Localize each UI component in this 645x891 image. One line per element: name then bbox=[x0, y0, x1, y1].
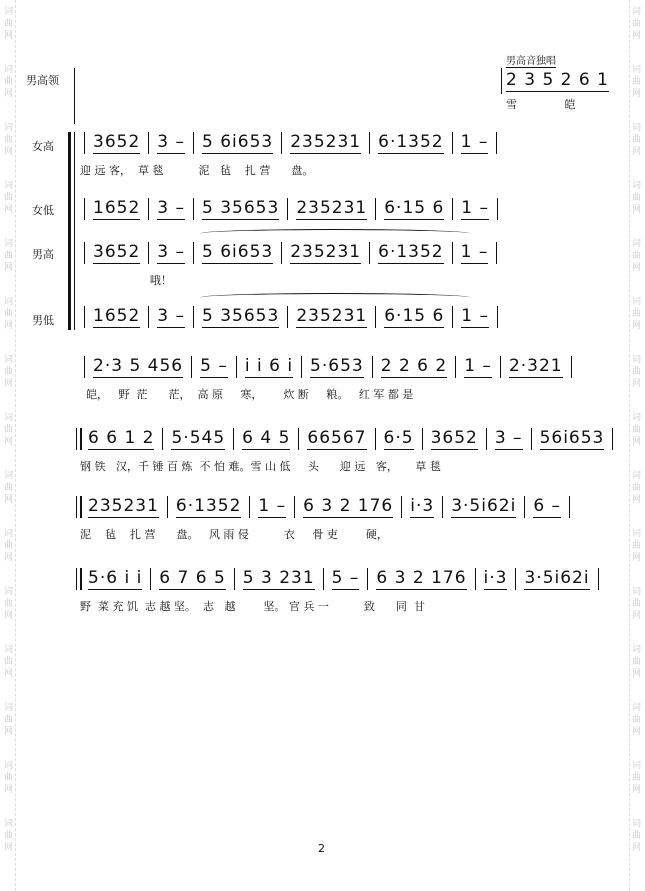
barline bbox=[598, 568, 599, 590]
watermark-char: 网 bbox=[3, 843, 13, 853]
measure: 1 – bbox=[461, 198, 490, 218]
watermark-char: 曲 bbox=[631, 135, 641, 145]
solo-label: 男高音独唱 bbox=[506, 52, 556, 68]
barline bbox=[148, 242, 149, 264]
watermark-char: 网 bbox=[3, 785, 13, 795]
barline bbox=[167, 496, 168, 518]
watermark-char: 词 bbox=[631, 703, 641, 713]
barline bbox=[84, 242, 85, 264]
measure: 3 – bbox=[157, 198, 185, 218]
voice-label-bass: 男低 bbox=[32, 314, 54, 327]
barline bbox=[442, 496, 443, 518]
watermark-char: 曲 bbox=[631, 715, 641, 725]
barline bbox=[452, 242, 453, 264]
watermark-char: 词 bbox=[3, 645, 13, 655]
watermark-char: 词 bbox=[631, 7, 641, 17]
watermark-char: 词 bbox=[3, 123, 13, 133]
watermark-char: 网 bbox=[631, 611, 641, 621]
watermark-char: 网 bbox=[631, 495, 641, 505]
watermark-char: 词 bbox=[3, 181, 13, 191]
tie-bass bbox=[200, 293, 470, 302]
barline bbox=[148, 132, 149, 154]
watermark-char: 曲 bbox=[3, 425, 13, 435]
watermark-group bbox=[632, 354, 641, 390]
watermark-char: 词 bbox=[631, 413, 641, 423]
watermark-char: 词 bbox=[631, 181, 641, 191]
voice-row-alto bbox=[76, 198, 506, 220]
watermark-group bbox=[632, 470, 641, 506]
watermark-char: 网 bbox=[3, 147, 13, 157]
part-lead-label: 男高领 bbox=[26, 74, 59, 87]
solo-notes: 2 3 5 2 6 1 bbox=[506, 70, 609, 90]
watermark-char: 曲 bbox=[631, 251, 641, 261]
measure: 5 – bbox=[331, 568, 360, 588]
measure: 6 7 6 5 bbox=[159, 568, 226, 588]
watermark-char: 网 bbox=[631, 727, 641, 737]
barline bbox=[515, 568, 516, 590]
watermark-char: 曲 bbox=[3, 715, 13, 725]
watermark-char: 曲 bbox=[631, 599, 641, 609]
measure: 3·5i62i bbox=[451, 496, 517, 516]
watermark-char: 网 bbox=[631, 843, 641, 853]
barline bbox=[191, 356, 192, 378]
watermark-group bbox=[4, 354, 13, 390]
watermark-char: 曲 bbox=[631, 425, 641, 435]
watermark-char: 词 bbox=[3, 355, 13, 365]
barline bbox=[372, 356, 373, 378]
watermark-char: 词 bbox=[3, 703, 13, 713]
measure: 1 – bbox=[464, 356, 492, 376]
watermark-char: 曲 bbox=[631, 773, 641, 783]
watermark-char: 网 bbox=[3, 89, 13, 99]
system-lyric-2: 钢 铁 汉，千 锤 百 炼 不 怕 难。雪 山 低 头 迎 远 客， 草 毯 bbox=[80, 460, 441, 473]
watermark-char: 网 bbox=[3, 611, 13, 621]
watermark-char: 网 bbox=[631, 31, 641, 41]
watermark-char: 词 bbox=[631, 471, 641, 481]
watermark-group bbox=[632, 702, 641, 738]
watermark-group bbox=[4, 6, 13, 42]
watermark-char: 曲 bbox=[3, 309, 13, 319]
barline bbox=[369, 132, 370, 154]
measure: 3 – bbox=[157, 306, 185, 326]
tie-tenor bbox=[200, 229, 470, 238]
watermark-char: 网 bbox=[631, 553, 641, 563]
voice-label-tenor: 男高 bbox=[32, 248, 54, 261]
barline bbox=[193, 242, 194, 264]
watermark-char: 曲 bbox=[3, 773, 13, 783]
barline bbox=[84, 132, 85, 154]
watermark-char: 词 bbox=[3, 761, 13, 771]
watermark-char: 曲 bbox=[3, 77, 13, 87]
watermark-char: 网 bbox=[3, 321, 13, 331]
voice-lyric-soprano: 迎 远 客， 草 毯 泥 毡 扎 营 盘。 bbox=[80, 164, 314, 177]
barline bbox=[281, 132, 282, 154]
measure: 6 3 2 176 bbox=[376, 568, 467, 588]
barline bbox=[76, 568, 82, 590]
measure: 3·5i62i bbox=[524, 568, 590, 588]
watermark-group bbox=[4, 296, 13, 332]
measure: 235231 bbox=[290, 132, 362, 152]
watermark-group bbox=[632, 238, 641, 274]
barline bbox=[234, 568, 235, 590]
barline bbox=[298, 428, 299, 450]
system-row-3 bbox=[76, 496, 578, 518]
watermark-char: 词 bbox=[3, 297, 13, 307]
watermark-group bbox=[632, 180, 641, 216]
watermark-char: 网 bbox=[3, 263, 13, 273]
system-row-1 bbox=[76, 356, 580, 378]
measure: i·3 bbox=[483, 568, 508, 588]
measure: 1 – bbox=[258, 496, 287, 516]
watermark-group bbox=[4, 760, 13, 796]
watermark-char: 曲 bbox=[3, 251, 13, 261]
barline bbox=[422, 428, 423, 450]
barline bbox=[524, 496, 525, 518]
choir-brace bbox=[68, 132, 71, 330]
barline bbox=[193, 306, 194, 328]
barline bbox=[294, 496, 295, 518]
watermark-group bbox=[632, 818, 641, 854]
barline bbox=[452, 198, 453, 220]
watermark-char: 词 bbox=[631, 645, 641, 655]
barline bbox=[367, 568, 368, 590]
barline bbox=[531, 428, 532, 450]
watermark-char: 网 bbox=[631, 147, 641, 157]
watermark-char: 网 bbox=[631, 321, 641, 331]
measure: 6 – bbox=[533, 496, 562, 516]
measure: 235231 bbox=[296, 306, 368, 326]
measure: 66567 bbox=[307, 428, 367, 448]
system-row-4 bbox=[76, 568, 607, 590]
barline bbox=[281, 242, 282, 264]
measure: 5 – bbox=[200, 356, 228, 376]
measure: 5 3 231 bbox=[242, 568, 315, 588]
watermark-char: 曲 bbox=[631, 367, 641, 377]
measure: 5 35653 bbox=[202, 306, 280, 326]
watermark-char: 曲 bbox=[631, 541, 641, 551]
watermark-group bbox=[4, 528, 13, 564]
watermark-char: 曲 bbox=[3, 657, 13, 667]
measure: 3 – bbox=[157, 242, 185, 262]
watermark-group bbox=[632, 644, 641, 680]
system-lyric-1: 皑， 野 茫 茫， 高 原 寒， 炊 断 粮。 红 军 都 是 bbox=[86, 388, 414, 401]
barline bbox=[84, 356, 85, 378]
barline bbox=[84, 306, 85, 328]
watermark-char: 词 bbox=[631, 297, 641, 307]
watermark-char: 曲 bbox=[3, 483, 13, 493]
watermark-char: 曲 bbox=[631, 831, 641, 841]
barline bbox=[375, 428, 376, 450]
barline bbox=[571, 356, 572, 378]
choir-brace-thin bbox=[74, 132, 75, 330]
measure: 1 – bbox=[461, 306, 490, 326]
watermark-char: 词 bbox=[631, 819, 641, 829]
watermark-group bbox=[4, 644, 13, 680]
watermark-char: 网 bbox=[631, 379, 641, 389]
watermark-group bbox=[632, 760, 641, 796]
barline bbox=[452, 306, 453, 328]
watermark-group bbox=[4, 64, 13, 100]
watermark-char: 曲 bbox=[631, 483, 641, 493]
measure: 5 35653 bbox=[202, 198, 280, 218]
watermark-char: 曲 bbox=[3, 367, 13, 377]
barline bbox=[475, 568, 476, 590]
barline bbox=[148, 198, 149, 220]
measure: 5·653 bbox=[310, 356, 364, 376]
barline bbox=[452, 132, 453, 154]
system-row-2 bbox=[76, 428, 621, 450]
measure: 6·15 6 bbox=[384, 198, 445, 218]
voice-row-soprano bbox=[76, 132, 505, 154]
barline bbox=[84, 198, 85, 220]
watermark-char: 网 bbox=[3, 669, 13, 679]
system-lyric-4: 野 菜 充 饥 志 越 坚。 志 越 坚。 官 兵 一 致 同 甘 bbox=[80, 600, 425, 613]
barline bbox=[496, 242, 497, 264]
barline bbox=[375, 198, 376, 220]
watermark-char: 网 bbox=[3, 205, 13, 215]
measure: 3652 bbox=[93, 132, 141, 152]
measure: 1 – bbox=[460, 132, 489, 152]
watermark-char: 词 bbox=[3, 7, 13, 17]
page-number: 2 bbox=[318, 842, 325, 855]
measure: 5·545 bbox=[171, 428, 226, 448]
measure: i i 6 i bbox=[244, 356, 294, 376]
watermark-char: 词 bbox=[3, 65, 13, 75]
measure: 56i653 bbox=[539, 428, 605, 448]
barline bbox=[486, 428, 487, 450]
watermark-group bbox=[632, 122, 641, 158]
barline bbox=[236, 356, 237, 378]
watermark-char: 曲 bbox=[3, 19, 13, 29]
watermark-char: 曲 bbox=[3, 599, 13, 609]
system-lyric-3: 泥 毡 扎 营 盘。 风 雨 侵 衣 骨 吏 硬， bbox=[80, 528, 388, 541]
watermark-char: 曲 bbox=[3, 541, 13, 551]
watermark-group bbox=[632, 296, 641, 332]
barline bbox=[287, 198, 288, 220]
measure: 1 – bbox=[460, 242, 489, 262]
watermark-char: 词 bbox=[3, 471, 13, 481]
watermark-char: 网 bbox=[631, 205, 641, 215]
watermark-char: 曲 bbox=[3, 193, 13, 203]
watermark-char: 曲 bbox=[631, 77, 641, 87]
voice-label-soprano: 女高 bbox=[32, 140, 54, 153]
barline bbox=[496, 132, 497, 154]
watermark-char: 词 bbox=[3, 239, 13, 249]
watermark-char: 词 bbox=[3, 413, 13, 423]
measure: 6·1352 bbox=[175, 496, 242, 516]
watermark-char: 网 bbox=[3, 495, 13, 505]
watermark-char: 曲 bbox=[631, 657, 641, 667]
measure: 2·3 5 456 bbox=[93, 356, 184, 376]
watermark-char: 网 bbox=[3, 379, 13, 389]
watermark-char: 网 bbox=[631, 437, 641, 447]
solo-barline bbox=[501, 68, 502, 94]
measure: 5 6i653 bbox=[202, 242, 274, 262]
barline bbox=[233, 428, 234, 450]
barline bbox=[497, 198, 498, 220]
measure: 2·321 bbox=[508, 356, 563, 376]
watermark-char: 曲 bbox=[631, 193, 641, 203]
measure: 6 6 1 2 bbox=[88, 428, 155, 448]
watermark-char: 词 bbox=[631, 65, 641, 75]
measure: 6·1352 bbox=[378, 132, 444, 152]
watermark-group bbox=[632, 64, 641, 100]
barline bbox=[369, 242, 370, 264]
watermark-char: 词 bbox=[631, 529, 641, 539]
measure: 1652 bbox=[93, 198, 141, 218]
watermark-group bbox=[4, 238, 13, 274]
watermark-group bbox=[4, 470, 13, 506]
barline bbox=[323, 568, 324, 590]
measure: 3652 bbox=[430, 428, 478, 448]
voice-label-alto: 女低 bbox=[32, 204, 54, 217]
measure: i·3 bbox=[410, 496, 435, 516]
watermark-char: 网 bbox=[3, 727, 13, 737]
measure: 6·5 bbox=[383, 428, 414, 448]
watermark-char: 网 bbox=[3, 31, 13, 41]
voice-row-bass bbox=[76, 306, 506, 328]
measure: 6 3 2 176 bbox=[303, 496, 394, 516]
watermark-char: 词 bbox=[631, 239, 641, 249]
measure: 235231 bbox=[296, 198, 368, 218]
barline bbox=[500, 356, 501, 378]
watermark-group bbox=[4, 122, 13, 158]
solo-lyric: 雪 皑 bbox=[506, 98, 598, 111]
watermark-group bbox=[4, 818, 13, 854]
watermark-char: 网 bbox=[631, 263, 641, 273]
voice-row-tenor bbox=[76, 242, 505, 264]
barline bbox=[455, 356, 456, 378]
barline bbox=[497, 306, 498, 328]
barline bbox=[193, 132, 194, 154]
barline bbox=[287, 306, 288, 328]
measure: 235231 bbox=[88, 496, 159, 516]
barline bbox=[76, 428, 82, 450]
lead-staff-line bbox=[74, 68, 75, 124]
watermark-char: 词 bbox=[3, 587, 13, 597]
watermark-strip-right bbox=[629, 0, 643, 891]
barline bbox=[301, 356, 302, 378]
watermark-char: 曲 bbox=[3, 831, 13, 841]
measure: 3652 bbox=[93, 242, 141, 262]
watermark-char: 词 bbox=[631, 761, 641, 771]
watermark-group bbox=[4, 702, 13, 738]
watermark-group bbox=[632, 586, 641, 622]
measure: 3 – bbox=[494, 428, 523, 448]
watermark-group bbox=[4, 412, 13, 448]
watermark-char: 曲 bbox=[3, 135, 13, 145]
voice-lyric-tenor: 哦！ bbox=[80, 274, 172, 287]
measure: 6·1352 bbox=[378, 242, 444, 262]
barline bbox=[193, 198, 194, 220]
barline bbox=[150, 568, 151, 590]
watermark-char: 曲 bbox=[631, 309, 641, 319]
watermark-char: 词 bbox=[3, 529, 13, 539]
watermark-char: 词 bbox=[631, 355, 641, 365]
measure: 5 6i653 bbox=[202, 132, 274, 152]
barline bbox=[569, 496, 570, 518]
barline bbox=[148, 306, 149, 328]
watermark-char: 网 bbox=[631, 89, 641, 99]
watermark-char: 词 bbox=[3, 819, 13, 829]
watermark-group bbox=[4, 180, 13, 216]
measure: 1652 bbox=[93, 306, 141, 326]
watermark-group bbox=[632, 6, 641, 42]
barline bbox=[375, 306, 376, 328]
measure: 5·6 i i bbox=[88, 568, 143, 588]
watermark-char: 词 bbox=[631, 123, 641, 133]
measure: 3 – bbox=[157, 132, 185, 152]
watermark-char: 网 bbox=[631, 785, 641, 795]
watermark-char: 网 bbox=[3, 553, 13, 563]
measure: 6·15 6 bbox=[384, 306, 445, 326]
watermark-char: 词 bbox=[631, 587, 641, 597]
measure: 6 4 5 bbox=[242, 428, 291, 448]
barline bbox=[401, 496, 402, 518]
measure: 235231 bbox=[290, 242, 362, 262]
watermark-char: 网 bbox=[3, 437, 13, 447]
watermark-group bbox=[4, 586, 13, 622]
watermark-strip-left bbox=[2, 0, 16, 891]
barline bbox=[76, 496, 82, 518]
watermark-group bbox=[632, 528, 641, 564]
watermark-group bbox=[632, 412, 641, 448]
watermark-char: 曲 bbox=[631, 19, 641, 29]
measure: 2 2 6 2 bbox=[380, 356, 448, 376]
barline bbox=[612, 428, 613, 450]
barline bbox=[162, 428, 163, 450]
barline bbox=[249, 496, 250, 518]
watermark-char: 网 bbox=[631, 669, 641, 679]
